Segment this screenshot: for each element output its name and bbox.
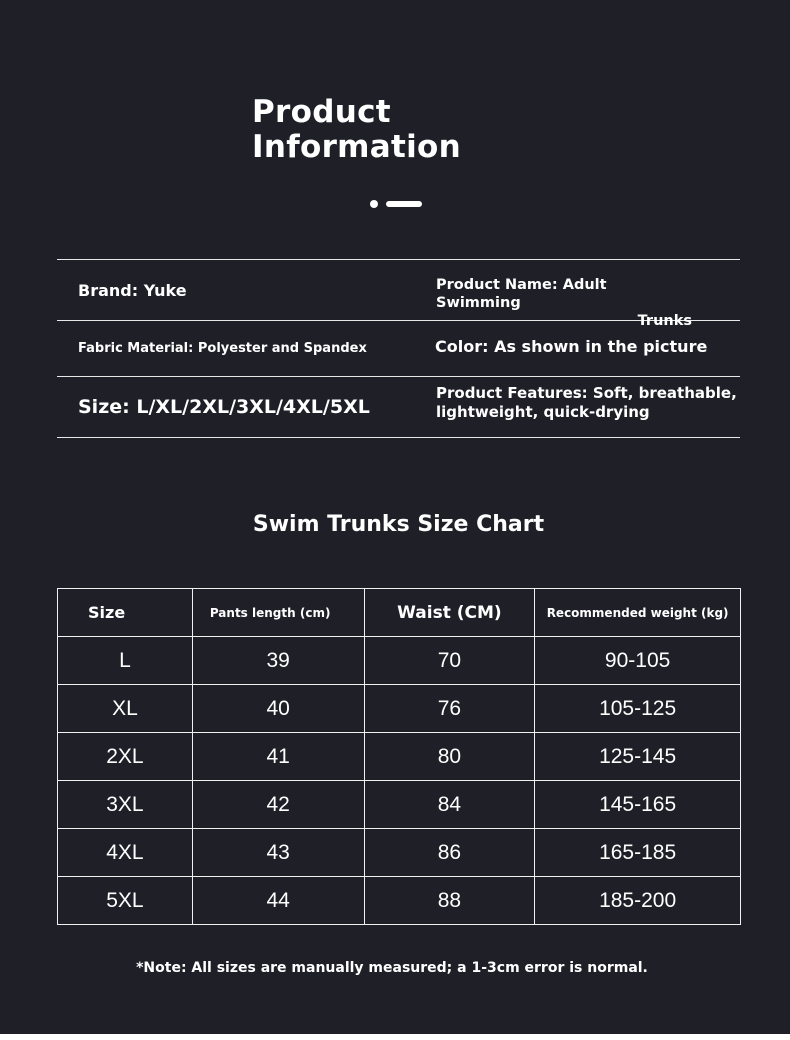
table-row bbox=[58, 733, 741, 781]
table-row bbox=[58, 637, 741, 685]
title-line-2: Information bbox=[252, 129, 462, 165]
size-label: Size: L/XL/2XL/3XL/4XL/5XL bbox=[78, 396, 370, 418]
product-name-line-1: Product Name: Adult Swimming bbox=[436, 277, 607, 311]
divider bbox=[57, 437, 740, 438]
size-chart-title: Swim Trunks Size Chart bbox=[252, 512, 545, 537]
cell-weight: 90-105 bbox=[535, 637, 741, 685]
cell-size: L bbox=[58, 637, 193, 685]
cell-size: 4XL bbox=[58, 829, 193, 877]
divider bbox=[57, 259, 740, 260]
cell-weight: 185-200 bbox=[535, 877, 741, 925]
dot-icon bbox=[370, 200, 378, 208]
title-line-1: Product bbox=[252, 94, 391, 130]
size-chart-table bbox=[57, 588, 741, 925]
table-row bbox=[58, 685, 741, 733]
color-label: Color: As shown in the picture bbox=[435, 337, 708, 356]
cell-size: 3XL bbox=[58, 781, 193, 829]
product-name-line-2: Trunks bbox=[637, 313, 692, 329]
cell-size: 2XL bbox=[58, 733, 193, 781]
cell-pants-length: 41 bbox=[192, 733, 364, 781]
cell-weight: 125-145 bbox=[535, 733, 741, 781]
cell-pants-length: 42 bbox=[192, 781, 364, 829]
cell-waist: 86 bbox=[364, 829, 535, 877]
cell-size: 5XL bbox=[58, 877, 193, 925]
header-waist: Waist (CM) bbox=[364, 589, 535, 637]
cell-weight: 165-185 bbox=[535, 829, 741, 877]
cell-waist: 80 bbox=[364, 733, 535, 781]
features-label bbox=[436, 384, 737, 422]
table-header-row bbox=[58, 589, 741, 637]
header-pants-length: Pants length (cm) bbox=[192, 589, 364, 637]
fabric-label: Fabric Material: Polyester and Spandex bbox=[78, 341, 367, 356]
cell-waist: 76 bbox=[364, 685, 535, 733]
page-title bbox=[252, 95, 461, 165]
cell-pants-length: 40 bbox=[192, 685, 364, 733]
measurement-note: *Note: All sizes are manually measured; a 1-3cm error is normal. bbox=[136, 960, 648, 976]
table-row bbox=[58, 877, 741, 925]
dash-icon bbox=[386, 201, 422, 207]
cell-weight: 145-165 bbox=[535, 781, 741, 829]
cell-weight: 105-125 bbox=[535, 685, 741, 733]
table-row bbox=[58, 829, 741, 877]
header-size: Size bbox=[58, 589, 193, 637]
cell-pants-length: 39 bbox=[192, 637, 364, 685]
cell-waist: 84 bbox=[364, 781, 535, 829]
cell-size: XL bbox=[58, 685, 193, 733]
features-line-1: Product Features: Soft, breathable, bbox=[436, 384, 737, 402]
cell-pants-length: 43 bbox=[192, 829, 364, 877]
divider bbox=[57, 376, 740, 377]
features-line-2: lightweight, quick-drying bbox=[436, 403, 650, 421]
product-name-label bbox=[436, 276, 692, 330]
cell-pants-length: 44 bbox=[192, 877, 364, 925]
brand-label: Brand: Yuke bbox=[78, 281, 187, 300]
cell-waist: 70 bbox=[364, 637, 535, 685]
cell-waist: 88 bbox=[364, 877, 535, 925]
table-row bbox=[58, 781, 741, 829]
header-recommended-weight: Recommended weight (kg) bbox=[535, 589, 741, 637]
